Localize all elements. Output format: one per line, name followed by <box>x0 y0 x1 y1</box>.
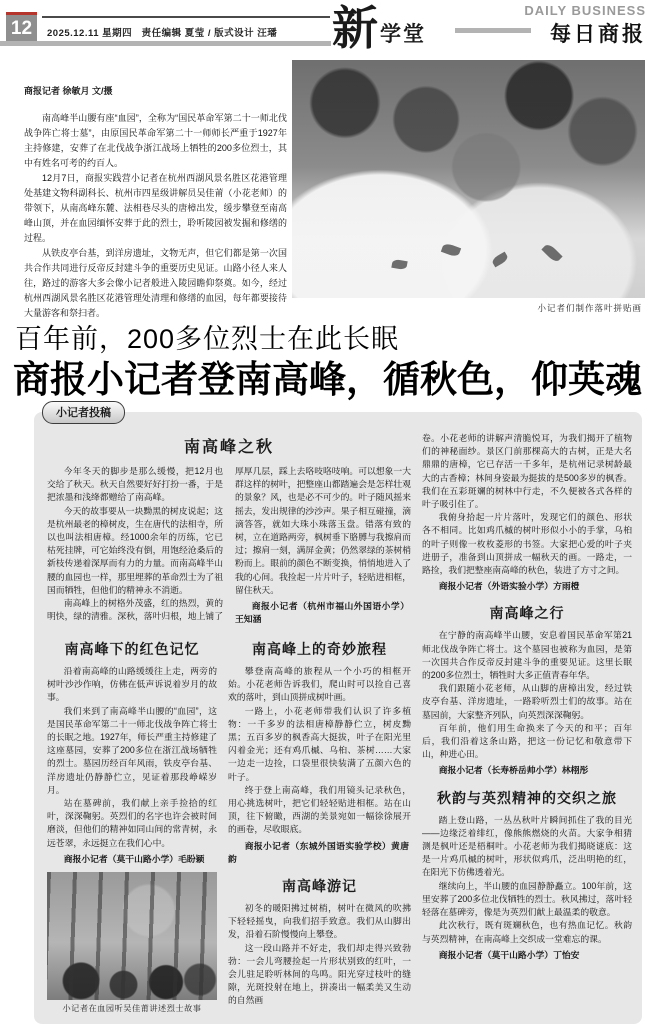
page-number: 12 <box>6 12 37 43</box>
article-title-qimiao: 南高峰上的奇妙旅程 <box>252 640 387 657</box>
headline-main: 商报小记者登南高峰，循秋色，仰英魂 <box>13 359 642 400</box>
article-byline: 商报小记者（杭州市福山外国语小学）王知涵 <box>235 601 409 625</box>
intro-paragraph: 12月7日，商报实践营小记者在杭州西湖风景名胜区花港管理处基建文物科副科长、杭州市四星级讲解员吴佳莆（小花老师）的带领下，从南高峰东麓、法相巷尽头的唐樟出发，缓步攀登至南高峰山顶，并在血园缅怀安葬于此的烈士，聆听陵园被发掘和修缮的过程。 <box>24 173 287 243</box>
right-column <box>422 432 632 1014</box>
article-paragraph: 攀登南高峰的旅程从一个小巧的相框开始。小花老师告诉我们，爬山时可以捡自己喜欢的落叶，到山顶拼成树叶画。 <box>228 665 411 703</box>
section-logo <box>332 0 426 56</box>
article-byline: 商报小记者（长寿桥岳帅小学）林栩彤 <box>438 765 589 776</box>
leaf-shape <box>441 242 461 258</box>
top-photo-leaf-collage <box>292 60 645 298</box>
masthead-chinese: 每日商报 <box>550 23 646 46</box>
editor-text: 责任编辑 夏莹 / 版式设计 汪璠 <box>141 28 278 39</box>
bottom-photo-children-in-woods <box>47 872 217 1000</box>
article-byline: 商报小记者（东城外国语实验学校）黄唐韵 <box>228 840 409 864</box>
article-paragraph: 这一段山路并不好走，我们却走得兴致勃勃：一会儿弯腰捡起一片形状别致的红叶，一会儿驻足聆听林间的鸟鸣。阳光穿过枝叶的缝隙，光斑投射在地上，拼凑出一幅柔美又生动的自然画 <box>228 942 411 1006</box>
article-paragraph: 今年冬天的脚步是那么缓慢，把12月也交给了秋天。秋天自然要好好打扮一番，于是把浓墨和浅绛都赠给了南高峰。 <box>47 466 223 503</box>
article-byline: 商报小记者（外语实验小学）方雨橙 <box>438 581 580 592</box>
logo-xin-calligraphy: 新 <box>332 1 378 55</box>
article-paragraph: 百年前，他们用生命换来了今天的和平；百年后，我们沿着这条山路，把这一份记忆和敬意带下山，种进心田。 <box>422 722 632 760</box>
article-byline: 商报小记者（莫干山路小学）毛盼颖 <box>63 853 205 864</box>
intro-paragraph: 南高峰半山腰有座“血园”，全称为“国民革命军第二十一师北伐战争阵亡将士墓”，由原国民革命军第二十一师师长严重于1927年主持修建，安葬了在北伐战争浙江战场上牺牲的200多位烈士，其中有姓名可考的约百人。 <box>24 113 287 168</box>
submissions-box <box>34 412 642 1024</box>
left-column-group <box>47 432 411 1014</box>
submissions-tab-label: 小记者投稿 <box>42 401 125 424</box>
article-paragraph: 卷。小花老师的讲解声清脆悦耳，为我们揭开了植物们的神秘面纱。景区门前那棵高大的古树，正是大名鼎鼎的唐樟，它已存活一千多年，是杭州记录树龄最大的古香樟；林间身姿最为挺拔的是500多岁的枫香。我们在五彩斑斓的树林中行走，不久便被各式各样的叶子吸引住了。 <box>422 433 632 510</box>
article-paragraph: 我们来到了南高峰半山腰的“血园”，这是国民革命军第二十一师北伐战争阵亡将士的长眠之地。1927年，师长严重主持修建了这座墓园，安葬了200多位在浙江战场牺牲的烈士。墓园历经百年风雨，铁皮亭台基、洋房遗址仍静静伫立，见证着那段峥嵘岁月。 <box>47 705 217 795</box>
article-paragraph: 踏上登山路，一丛丛秋叶片瞬间抓住了我的目光——边缘泛着绯红，像熊熊燃烧的火苗。大家争相猜测是枫叶还是梧桐叶。小花老师为我们揭晓谜底：这是一片鸡爪槭的树叶，形状似鸡爪，泛出明艳的红，在阳光下仿佛透着光。 <box>422 814 632 878</box>
article-title-hongse: 南高峰下的红色记忆 <box>64 640 200 657</box>
date-text: 2025.12.11 星期四 <box>47 28 133 39</box>
intro-paragraph: 从铁皮亭台基，到洋房遗址，文物无声，但它们都是第一次国共合作共同进行反帝反封建斗争的重要历史见证。山路小径人来人往，路过的游客大多会像小记者般进入陵园瞻仰祭奠。如今，经过杭州西湖风景名胜区花港管理处清理和修缮的血园，每年都要接待大量游客和祭扫者。 <box>24 248 287 318</box>
article-paragraph: 在宁静的南高峰半山腰，安息着国民革命军第21师北伐战争阵亡将士。这个墓园也被称为血园，是第一次国共合作反帝反封建斗争的重要见证。这里长眠的200多位烈士，牺牲时大多正值青春年华。 <box>422 630 632 681</box>
article-byline: 商报小记者（莫干山路小学）丁怡安 <box>438 949 580 960</box>
article-title-youji: 南高峰游记 <box>282 877 357 894</box>
article-paragraph: 终于登上南高峰，我们用镜头记录秋色，用心挑选树叶，把它们轻轻贴进相框。站在山顶，往下俯瞰，西湖的美景宛如一幅徐徐展开的画卷，尽收眼底。 <box>228 784 411 835</box>
top-photo-caption: 小记者们制作落叶拼贴画 <box>537 303 642 313</box>
article-paragraph: 站在墓碑前，我们献上亲手捡拾的红叶，深深鞠躬。英烈们的名字也许会被时间磨淡，但他们的精神如同山间的常青树，永远苍翠，永远挺立在我们心中。 <box>47 797 217 848</box>
leaf-shape <box>491 252 509 268</box>
article-paragraph: 一路上，小花老师带我们认识了许多植物：一千多岁的法相唐樟静静伫立，树皮黝黑；五百多岁的枫香高大挺拔，叶子在阳光里闪着金光；还有鸡爪槭、乌桕、茶树……大家一边走一边捡，口袋里很快装满了五颜六色的叶子。 <box>228 705 411 782</box>
masthead-english: DAILY BUSINESS <box>524 3 646 18</box>
reporter-byline: 商报记者 徐敏月 文/摄 <box>24 86 113 96</box>
bottom-photo-caption: 小记者在血园听吴佳莆讲述烈士故事 <box>62 1003 202 1013</box>
header-left-bar <box>0 41 331 46</box>
article-paragraph: 初冬的暖阳拂过树梢，树叶在微风的吹拂下轻轻摇曳，向我们招手致意。我们从山脚出发，沿着石阶慢慢向上攀登。 <box>228 902 411 940</box>
article-paragraph: 此次秋行，既有斑斓秋色，也有热血记忆。秋韵与英烈精神，在南高峰上交织成一堂难忘的课。 <box>422 920 632 944</box>
article-paragraph: 南高峰上的树格外茂盛，红的热烈，黄的明快，绿的清雅。深秋，落叶归根，地上铺了厚厚几层，踩上去咯吱咯吱响。可以想象一大群这样的树叶，把整座山都踏遍会是怎样壮观的景象？风，也是必不可少的。叶子随风摇来摇去，发出规律的沙沙声。果子相互碰撞，滴滴答答，就如大珠小珠落玉盘。错落有致的树，立在道路两旁，枫树垂下胳膊与我擦肩而过；擦肩一刻，满屏金黄；仍然翠绿的茶树梢粉而上。眼前的颜色不断变换，悄悄地进入了我的心间。我捡起一片片叶子，轻贴进相框，留住秋天。 <box>47 466 411 622</box>
article-title-qiu: 南高峰之秋 <box>183 439 274 456</box>
date-editor-line <box>47 25 277 39</box>
article-paragraph: 我们跟随小花老师，从山脚的唐樟出发，经过铁皮亭台基、洋房遗址，一路聆听烈士们的故事。站在墓园前，大家整齐列队，向英烈深深鞠躬。 <box>422 683 632 720</box>
headline-kicker: 百年前，200多位烈士在此长眠 <box>15 324 400 354</box>
leaf-shape <box>541 242 562 263</box>
logo-suffix: 学堂 <box>380 23 426 46</box>
article-paragraph: 沿着南高峰的山路缓缓往上走，两旁的树叶沙沙作响，仿佛在低声诉说着岁月的故事。 <box>47 665 217 703</box>
article-paragraph: 我俯身拾起一片片落叶，发现它们的颜色、形状各不相同。比如鸡爪槭的树叶形似小小的手掌，乌桕的叶子则像一枚枚菱形的书签。大家把心爱的叶子夹进册子，准备到山顶拼成一幅秋天的画。一路走，一路捡，我们把整座南高峰的秋色，装进了方寸之间。 <box>422 512 632 576</box>
header-right-bar <box>455 28 531 33</box>
article-qiu-body <box>47 465 411 627</box>
intro-column <box>24 84 287 321</box>
article-paragraph: 继续向上，半山腰的血园静静矗立。100年前，这里安葬了200多位北伐牺牲的烈士。秋风拂过，落叶轻轻落在墓碑旁，像是为英烈们献上最温柔的敬意。 <box>422 880 632 918</box>
masthead <box>524 3 646 48</box>
article-paragraph: 今天的故事要从一块黝黑的树皮说起；这是杭州最老的樟树皮，生在唐代的法相寺，所以也叫法相唐樟。经1000余年的历练，它已枯死挂牌，可它始终没有倒，用饱经沧桑后的新枝传递着深厚而有力的力量。而南高峰半山腰的血园也一样，那里埋葬的革命烈士为了祖国而牺牲，但他们的精神永不消逝。 <box>47 505 223 595</box>
header-thin-rule <box>42 16 330 18</box>
article-title-qiuyun: 秋韵与英烈精神的交织之旅 <box>437 789 617 806</box>
leaf-shape <box>391 259 407 270</box>
article-title-zhixing: 南高峰之行 <box>489 605 565 622</box>
sub-column-left <box>47 629 217 1014</box>
sub-column-middle <box>228 629 411 1014</box>
